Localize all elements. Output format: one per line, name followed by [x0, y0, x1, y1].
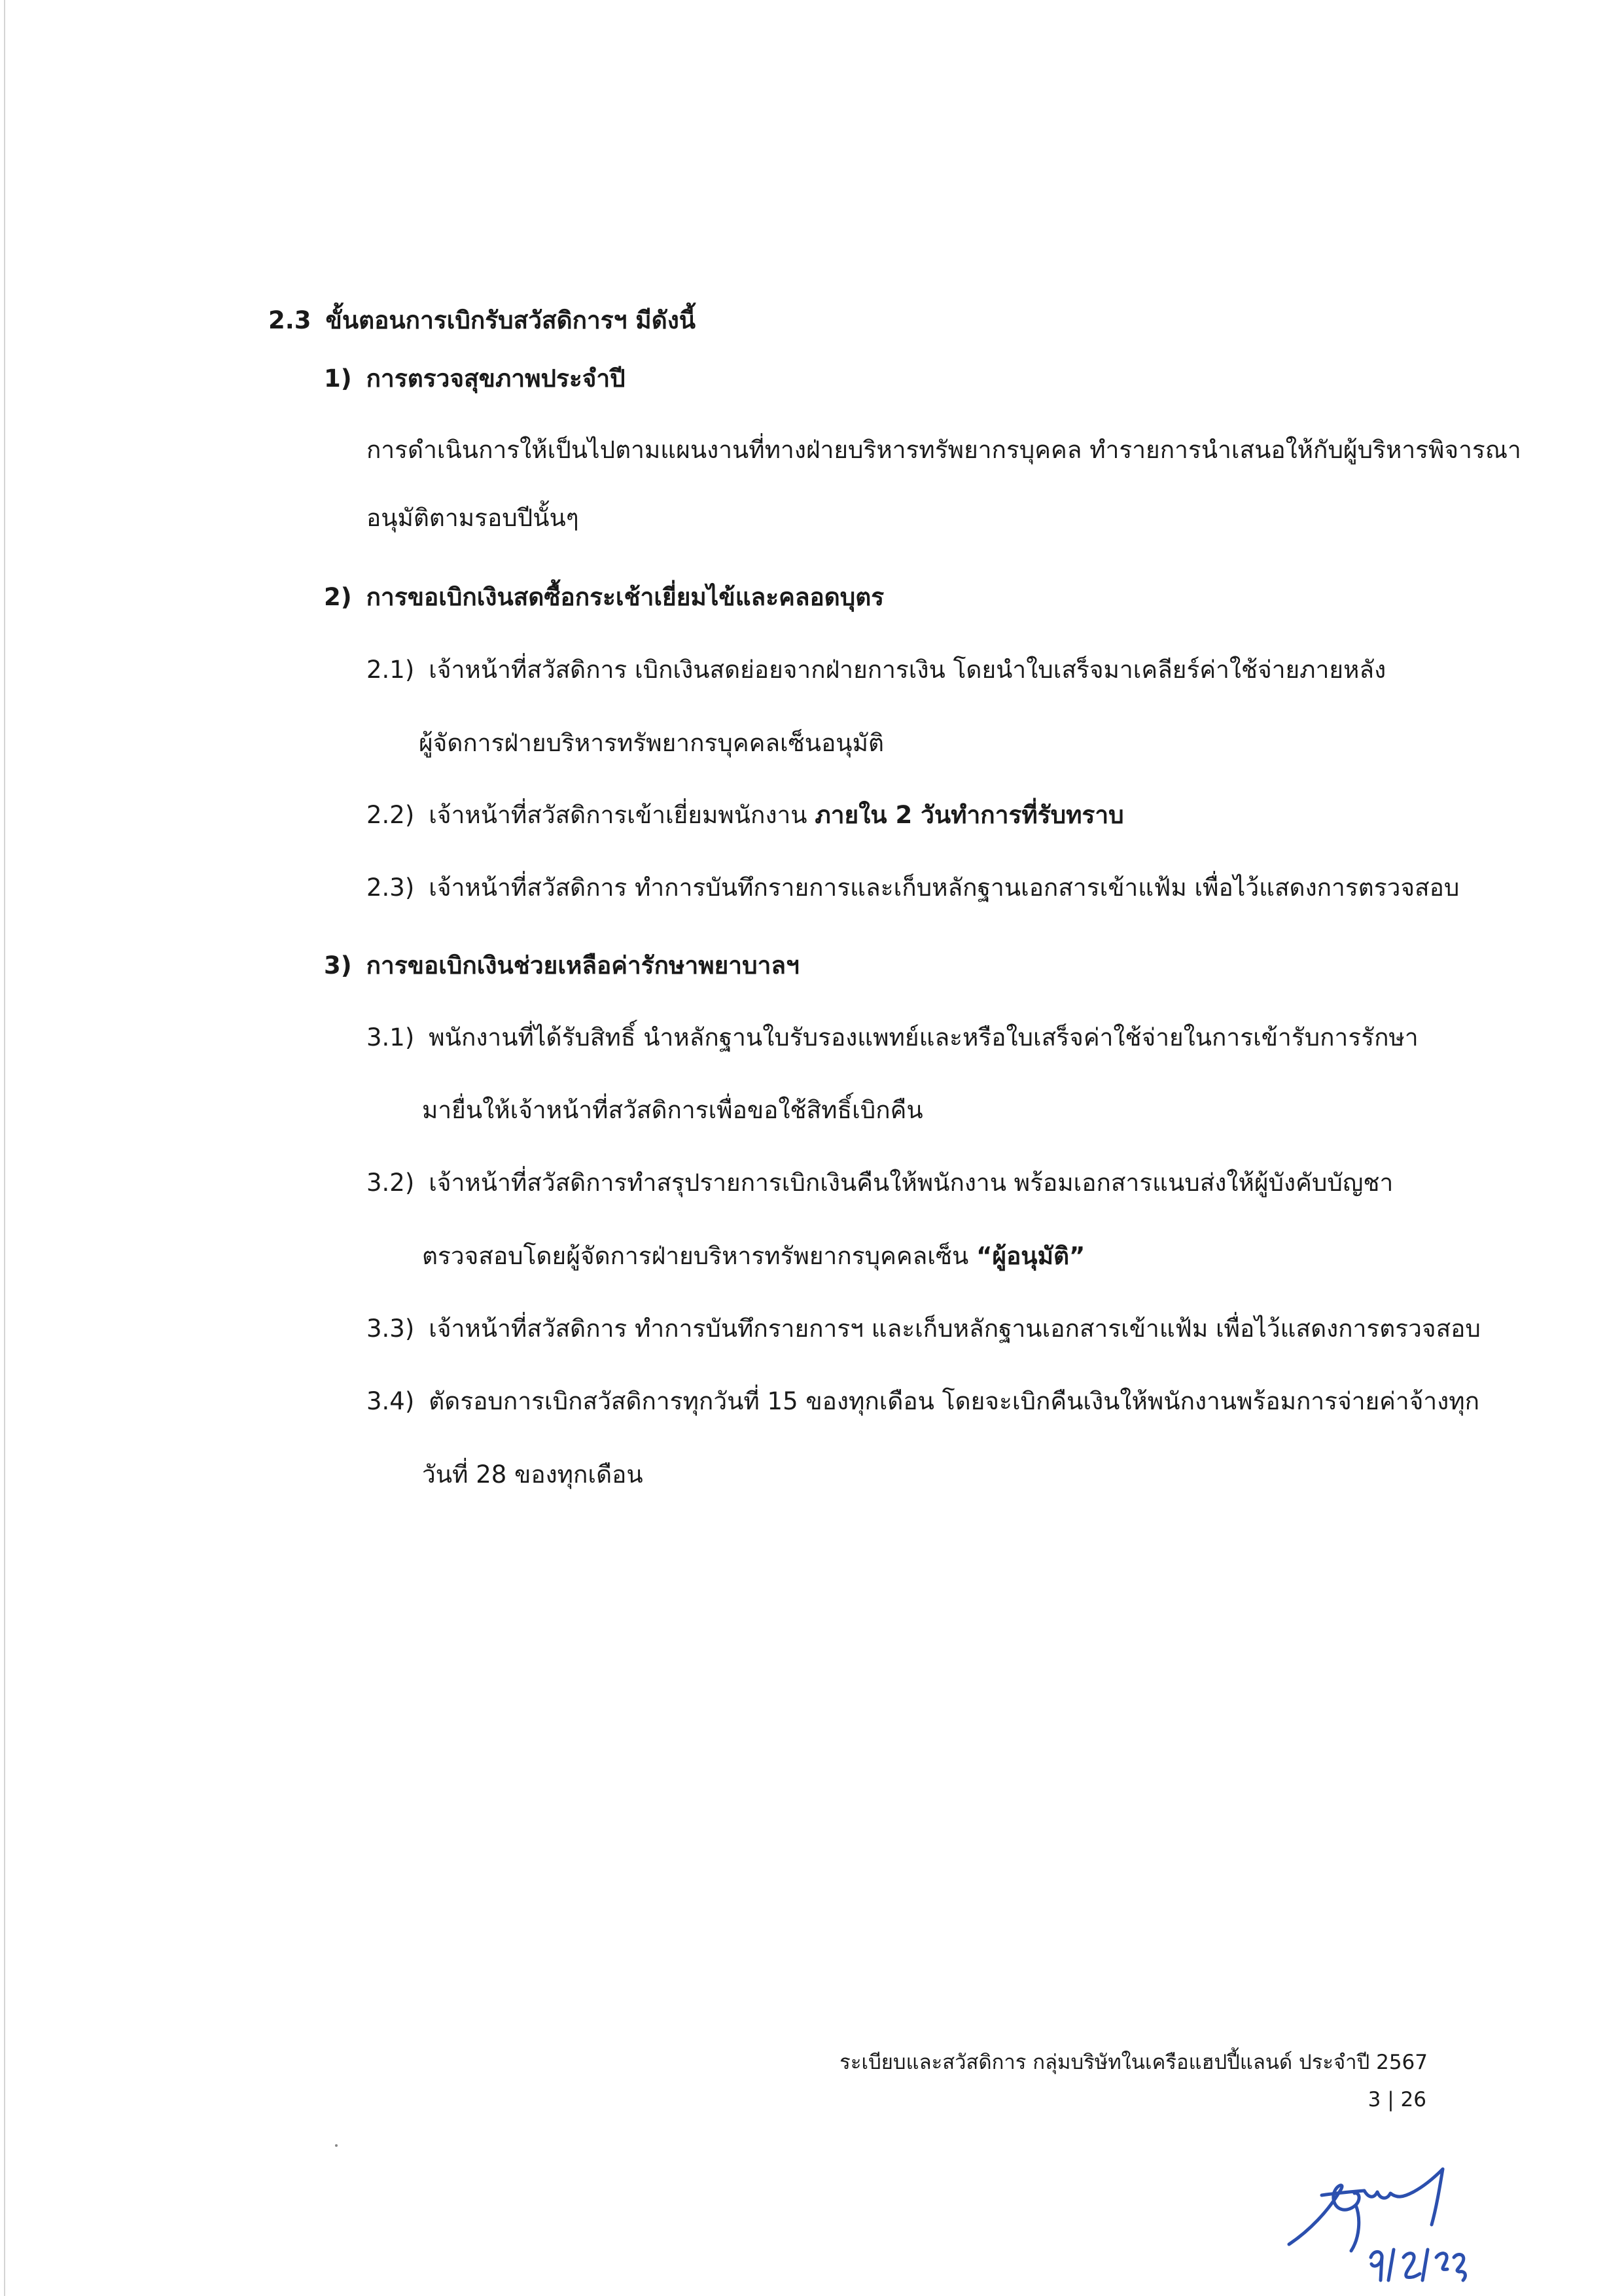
item-3-4-line-1: [366, 1386, 1479, 1417]
item-3-1-line-2: มายื่นให้เจ้าหน้าที่สวัสดิการเพื่อขอใช้สิทธิ์เบิกคืน: [422, 1096, 923, 1124]
item-1-body-line-1: การดำเนินการให้เป็นไปตามแผนงานที่ทางฝ่ายบริหารทรัพยากรบุคคล ทำรายการนำเสนอให้กับผู้บริหารพิจารณา: [366, 436, 1521, 464]
item-2-1-line-2: ผู้จัดการฝ่ายบริหารทรัพยากรบุคคลเซ็นอนุมัติ: [419, 729, 885, 757]
item-1-title: การตรวจสุขภาพประจำปี: [366, 364, 626, 393]
scan-speck: [335, 2144, 338, 2147]
item-2-1-text: เจ้าหน้าที่สวัสดิการ เบิกเงินสดย่อยจากฝ่ายการเงิน โดยนำใบเสร็จมาเคลียร์ค่าใช้จ่ายภายหลัง: [429, 656, 1386, 684]
item-2-title: การขอเบิกเงินสดซื้อกระเช้าเยี่ยมไข้และคลอดบุตร: [366, 583, 885, 611]
item-2-number: 2): [324, 583, 352, 611]
item-3-1-text: พนักงานที่ได้รับสิทธิ์ นำหลักฐานใบรับรองแพทย์และหรือใบเสร็จค่าใช้จ่ายในการเข้ารับการรักษา: [429, 1023, 1419, 1051]
item-3-4-text: ตัดรอบการเบิกสวัสดิการทุกวันที่ 15 ของทุกเดือน โดยจะเบิกคืนเงินให้พนักงานพร้อมการจ่ายค่าจ้างทุก: [429, 1387, 1480, 1415]
footer-page-number: 3 | 26: [1368, 2088, 1426, 2111]
section-number: 2.3: [268, 306, 311, 334]
item-3-number: 3): [324, 951, 352, 980]
item-3-2-approver: “ผู้อนุมัติ”: [976, 1242, 1086, 1270]
item-2-2-deadline: ภายใน 2 วันทำการที่รับทราบ: [815, 801, 1124, 829]
item-3-title: การขอเบิกเงินช่วยเหลือค่ารักษาพยาบาลฯ: [366, 951, 800, 980]
item-3-2-text: เจ้าหน้าที่สวัสดิการทำสรุปรายการเบิกเงินคืนให้พนักงาน พร้อมเอกสารแนบส่งให้ผู้บังคับบัญชา: [429, 1169, 1394, 1197]
item-2-3-text: เจ้าหน้าที่สวัสดิการ ทำการบันทึกรายการและเก็บหลักฐานเอกสารเข้าแฟ้ม เพื่อไว้แสดงการตรวจสอบ: [429, 874, 1460, 902]
handwritten-signature: [1282, 2159, 1479, 2290]
item-1-number: 1): [324, 364, 352, 393]
item-3-4-number: 3.4): [366, 1387, 415, 1415]
item-3-2-line-2-text: ตรวจสอบโดยผู้จัดการฝ่ายบริหารทรัพยากรบุคคลเซ็น: [422, 1242, 969, 1270]
item-2-1-number: 2.1): [366, 656, 415, 684]
item-2-3: [366, 872, 1459, 904]
item-3-3-text: เจ้าหน้าที่สวัสดิการ ทำการบันทึกรายการฯ และเก็บหลักฐานเอกสารเข้าแฟ้ม เพื่อไว้แสดงการตรวจสอบ: [429, 1315, 1481, 1343]
item-3-2-line-1: [366, 1167, 1393, 1199]
footer-title: ระเบียบและสวัสดิการ กลุ่มบริษัทในเครือแฮปปี้แลนด์ ประจำปี 2567: [839, 2051, 1428, 2074]
item-3-2-line-2: [422, 1241, 1085, 1272]
item-3-2-number: 3.2): [366, 1169, 415, 1197]
item-2-heading: [324, 582, 884, 613]
item-2-2-text: เจ้าหน้าที่สวัสดิการเข้าเยี่ยมพนักงาน: [429, 801, 807, 829]
section-heading: [268, 305, 696, 336]
item-3-3-number: 3.3): [366, 1315, 415, 1343]
item-1-heading: [324, 363, 626, 395]
section-title: ขั้นตอนการเบิกรับสวัสดิการฯ มีดังนี้: [325, 306, 696, 334]
item-3-1-number: 3.1): [366, 1023, 415, 1051]
item-3-1-line-1: [366, 1022, 1419, 1053]
page-edge: [4, 0, 5, 2296]
item-2-3-number: 2.3): [366, 874, 415, 902]
item-3-4-line-2: วันที่ 28 ของทุกเดือน: [422, 1460, 643, 1489]
item-2-2-number: 2.2): [366, 801, 415, 829]
item-1-body-line-2: อนุมัติตามรอบปีนั้นๆ: [366, 504, 579, 532]
item-3-3: [366, 1313, 1481, 1345]
item-2-1-line-1: [366, 654, 1386, 686]
item-3-heading: [324, 950, 800, 981]
item-2-2: [366, 800, 1124, 831]
